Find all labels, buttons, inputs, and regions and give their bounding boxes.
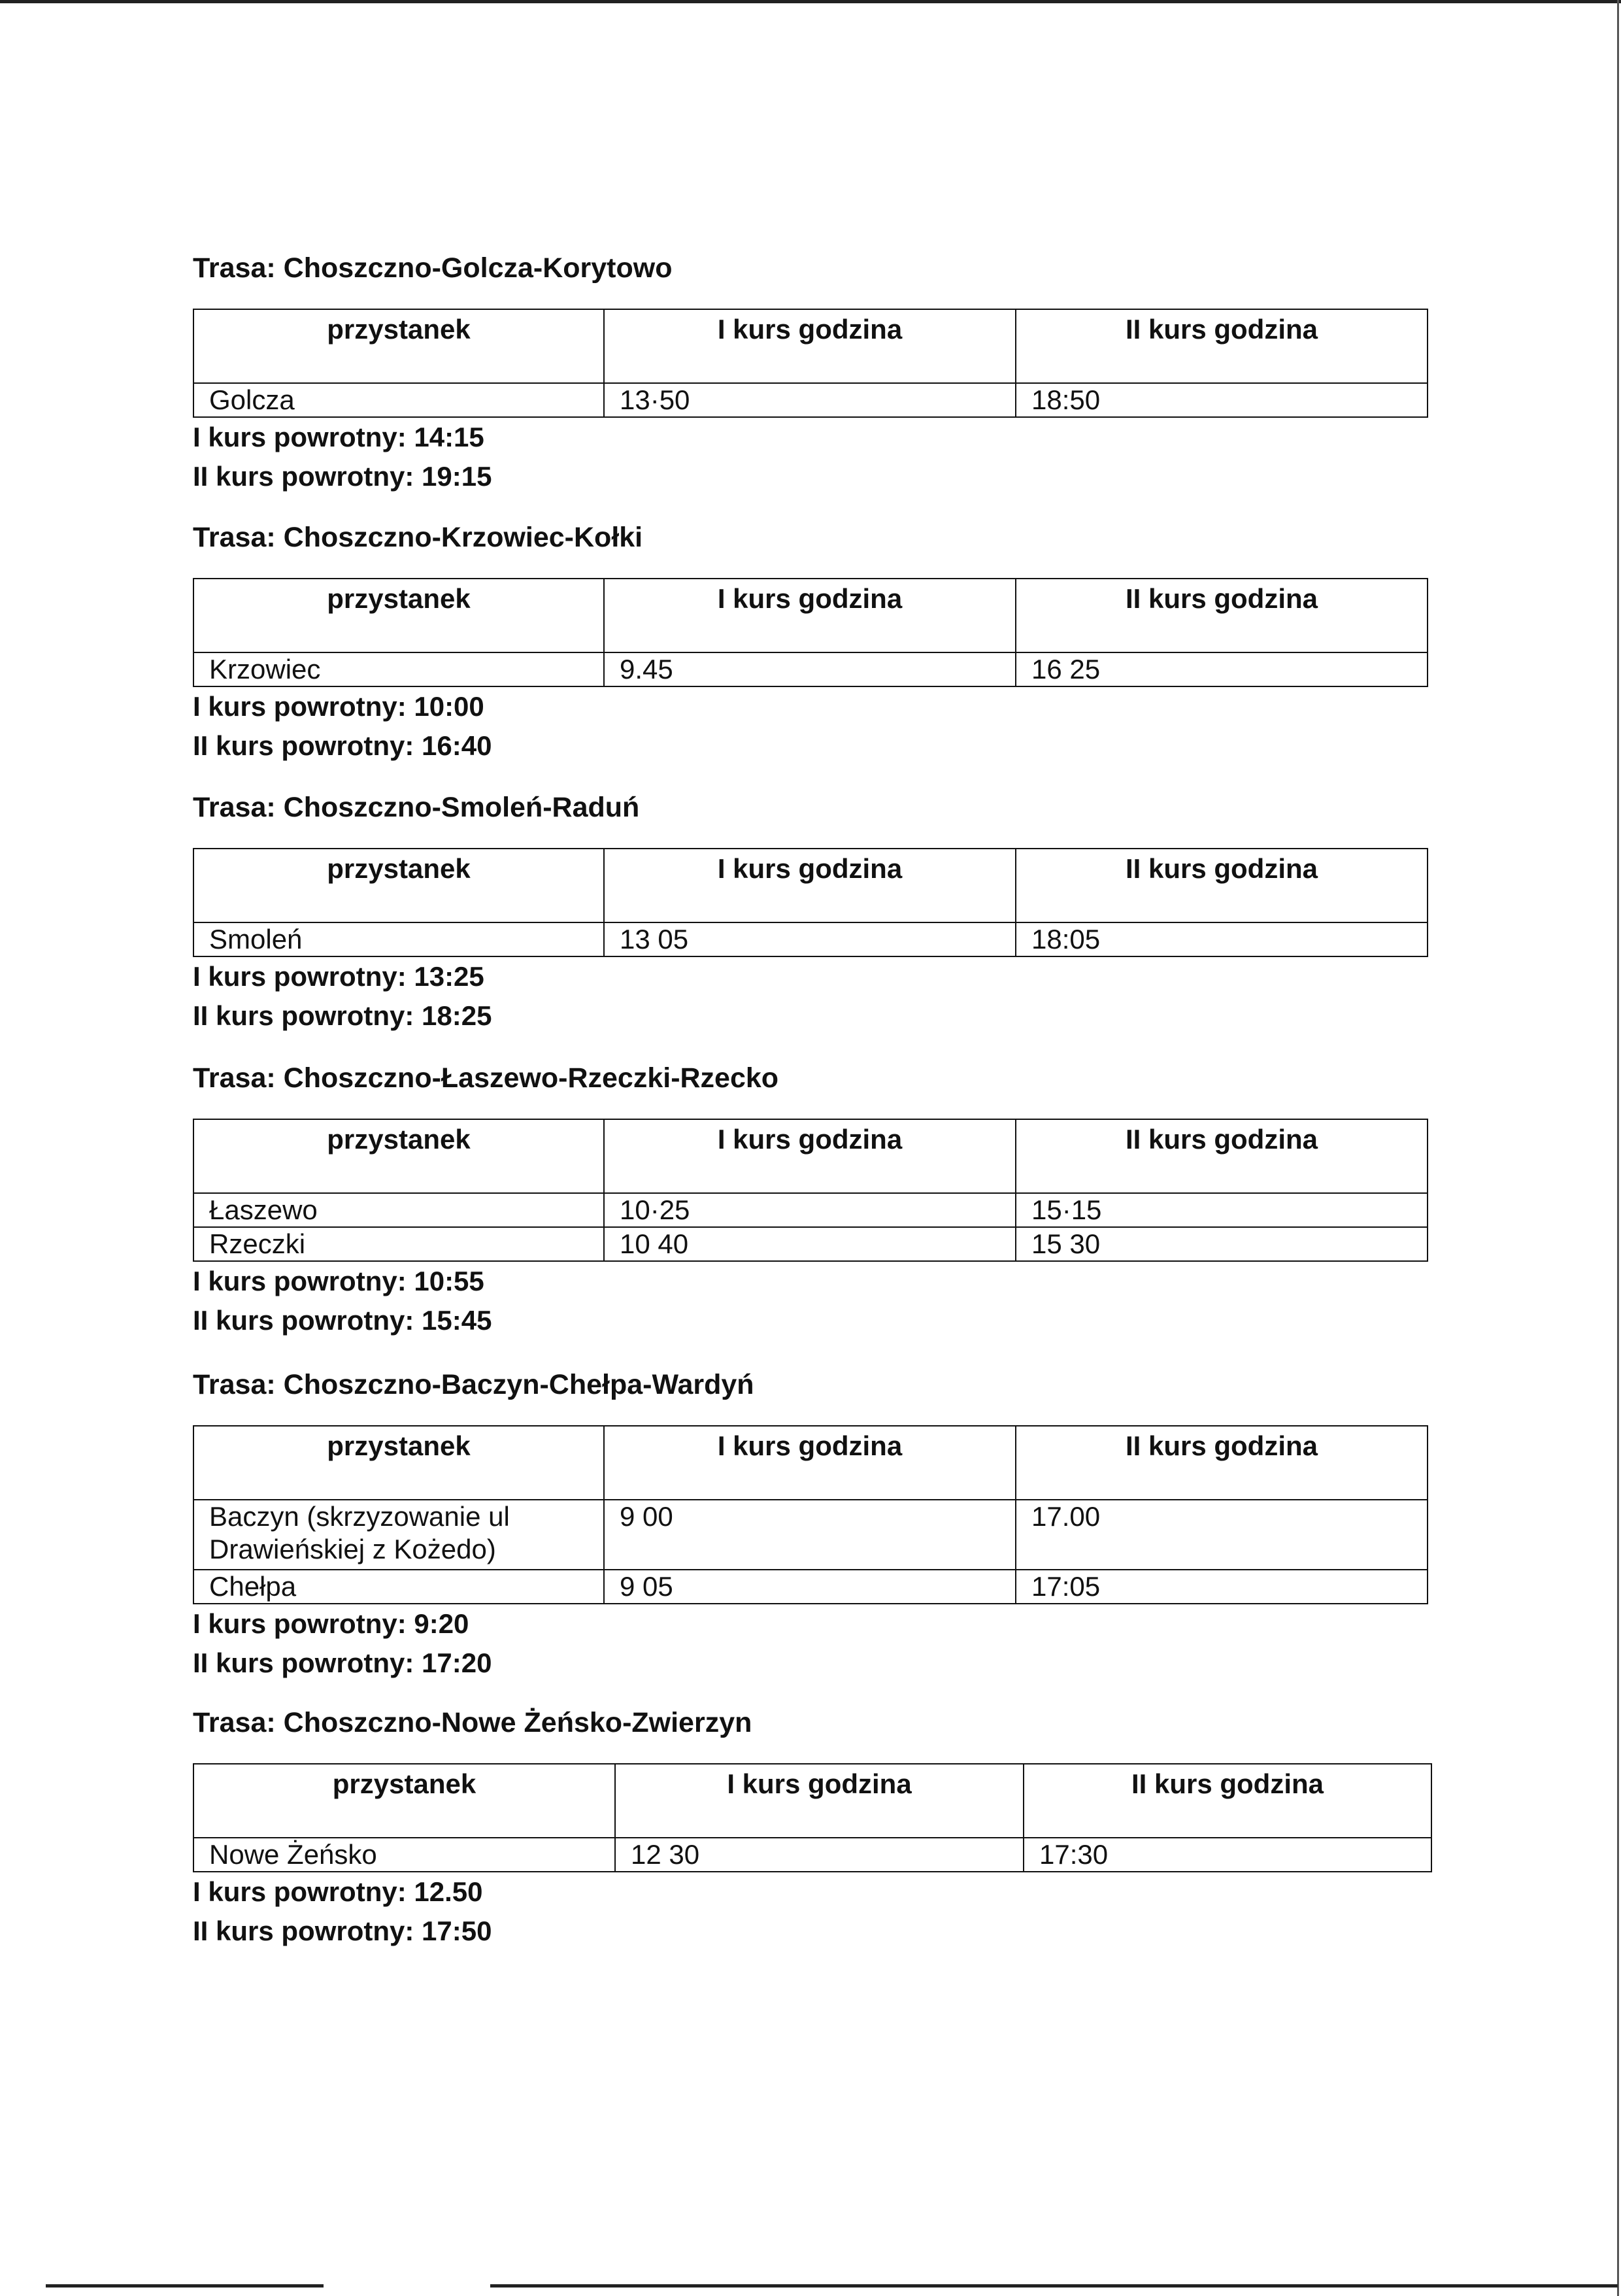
header-first-run: I kurs godzina (604, 1426, 1016, 1500)
timetable (193, 1763, 1432, 1872)
second-run-time: 15·15 (1016, 1193, 1428, 1227)
first-run-time: 9 00 (604, 1500, 1016, 1570)
return-first-run: I kurs powrotny: 9:20 (193, 1608, 469, 1639)
header-second-run: II kurs godzina (1016, 849, 1428, 922)
return-first-run: I kurs powrotny: 10:00 (193, 691, 484, 722)
table-header (193, 1119, 1428, 1193)
header-first-run: I kurs godzina (604, 1119, 1016, 1193)
table-row (193, 1227, 1428, 1261)
first-run-time: 10 40 (604, 1227, 1016, 1261)
header-first-run: I kurs godzina (615, 1764, 1024, 1838)
second-run-time: 18:05 (1016, 922, 1428, 956)
return-second-run: II kurs powrotny: 16:40 (193, 730, 492, 761)
route-title: Trasa: Choszczno-Baczyn-Chełpa-Wardyń (193, 1369, 754, 1400)
return-second-run: II kurs powrotny: 19:15 (193, 461, 492, 492)
stop-name: Krzowiec (193, 652, 604, 686)
route-smolen (193, 791, 1435, 1036)
timetable (193, 848, 1428, 957)
first-run-time: 12 30 (615, 1838, 1024, 1872)
first-run-time: 9.45 (604, 652, 1016, 686)
timetable (193, 578, 1428, 687)
header-stop: przystanek (193, 1426, 604, 1500)
return-second-run: II kurs powrotny: 15:45 (193, 1305, 492, 1336)
first-run-time: 10·25 (604, 1193, 1016, 1227)
return-first-run: I kurs powrotny: 10:55 (193, 1266, 484, 1296)
header-first-run: I kurs godzina (604, 849, 1016, 922)
stop-name: Chełpa (193, 1570, 604, 1604)
route-title: Trasa: Choszczno-Krzowiec-Kołki (193, 522, 643, 553)
header-stop: przystanek (193, 1764, 615, 1838)
table-header (193, 1426, 1428, 1500)
header-first-run: I kurs godzina (604, 579, 1016, 652)
second-run-time: 17:30 (1024, 1838, 1431, 1872)
return-second-run: II kurs powrotny: 18:25 (193, 1000, 492, 1031)
second-run-time: 17:05 (1016, 1570, 1428, 1604)
scan-edge-bottom-left (46, 2284, 324, 2288)
route-title: Trasa: Choszczno-Golcza-Korytowo (193, 252, 673, 284)
return-second-run: II kurs powrotny: 17:50 (193, 1916, 492, 1946)
route-golcza (193, 252, 1435, 496)
header-second-run: II kurs godzina (1016, 309, 1428, 383)
route-title: Trasa: Choszczno-Łaszewo-Rzeczki-Rzecko (193, 1062, 779, 1094)
return-first-run: I kurs powrotny: 14:15 (193, 422, 484, 452)
table-header (193, 1764, 1431, 1838)
route-krzowiec (193, 521, 1435, 766)
timetable (193, 309, 1428, 418)
stop-name-line-1: Baczyn (skrzyzowanie ul (209, 1501, 510, 1532)
return-second-run: II kurs powrotny: 17:20 (193, 1647, 492, 1678)
stop-name: Rzeczki (193, 1227, 604, 1261)
header-first-run: I kurs godzina (604, 309, 1016, 383)
header-second-run: II kurs godzina (1016, 1119, 1428, 1193)
stop-name: Łaszewo (193, 1193, 604, 1227)
header-stop: przystanek (193, 309, 604, 383)
first-run-time: 9 05 (604, 1570, 1016, 1604)
table-row (193, 1838, 1431, 1872)
timetable (193, 1425, 1428, 1604)
stop-name: Nowe Żeńsko (193, 1838, 615, 1872)
stop-name: Golcza (193, 383, 604, 417)
header-second-run: II kurs godzina (1024, 1764, 1431, 1838)
table-header (193, 579, 1428, 652)
table-header (193, 849, 1428, 922)
return-first-run: I kurs powrotny: 13:25 (193, 961, 484, 992)
header-second-run: II kurs godzina (1016, 579, 1428, 652)
scan-edge-right (1617, 0, 1619, 2296)
header-stop: przystanek (193, 1119, 604, 1193)
second-run-time: 15 30 (1016, 1227, 1428, 1261)
second-run-time: 16 25 (1016, 652, 1428, 686)
table-row (193, 922, 1428, 956)
route-title: Trasa: Choszczno-Nowe Żeńsko-Zwierzyn (193, 1707, 752, 1738)
second-run-time: 17.00 (1016, 1500, 1428, 1570)
second-run-time: 18:50 (1016, 383, 1428, 417)
header-stop: przystanek (193, 849, 604, 922)
stop-name (193, 1500, 604, 1570)
header-stop: przystanek (193, 579, 604, 652)
table-row (193, 1500, 1428, 1570)
first-run-time: 13 05 (604, 922, 1016, 956)
route-laszewo (193, 1062, 1435, 1340)
table-row (193, 1193, 1428, 1227)
header-second-run: II kurs godzina (1016, 1426, 1428, 1500)
first-run-time: 13·50 (604, 383, 1016, 417)
route-baczyn (193, 1368, 1435, 1683)
scan-edge-top (0, 0, 1621, 3)
table-header (193, 309, 1428, 383)
route-title: Trasa: Choszczno-Smoleń-Raduń (193, 792, 640, 823)
return-first-run: I kurs powrotny: 12.50 (193, 1876, 483, 1907)
timetable (193, 1119, 1428, 1262)
stop-name-line-2: Drawieńskiej z Kożedo) (209, 1534, 496, 1564)
stop-name: Smoleń (193, 922, 604, 956)
table-row (193, 1570, 1428, 1604)
route-nowe-zensko (193, 1706, 1435, 1951)
table-row (193, 383, 1428, 417)
table-row (193, 652, 1428, 686)
scan-edge-bottom-right (490, 2284, 1618, 2288)
